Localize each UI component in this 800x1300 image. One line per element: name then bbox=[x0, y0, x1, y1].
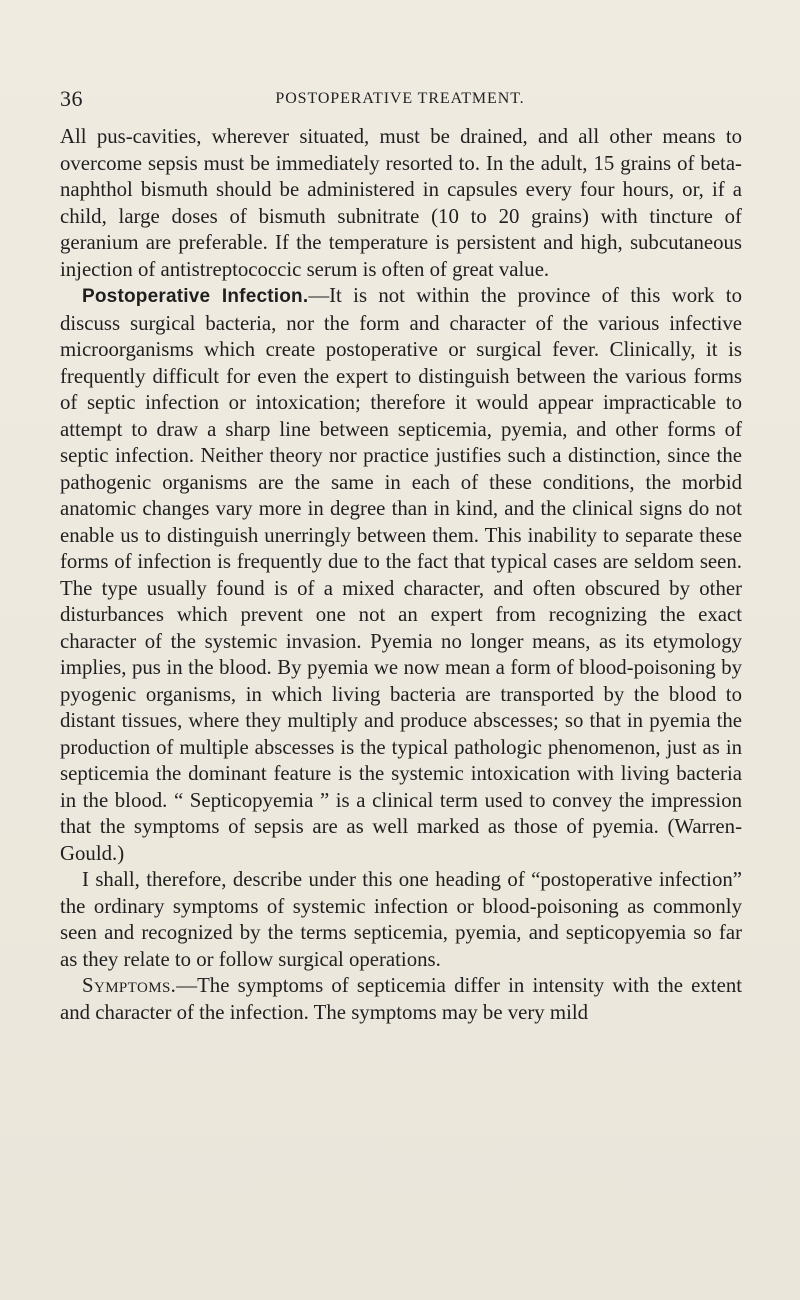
page-number: 36 bbox=[60, 86, 83, 111]
section-heading-postoperative-infection: Postoperative Infection. bbox=[82, 286, 309, 307]
body-text bbox=[60, 124, 742, 1026]
paragraph-drainage: All pus-cavities, wherever situated, must be drained, and all other means to overcome sepsis must be immediately resorted to. In the adult, 15 grains of beta-naphthol bismuth should be administered in capsules every four hours, or, if a child, large doses of bismuth subnitrate (10 to 20 grains) with tincture of geranium are preferable. If the temperature is persistent and high, subcutaneous injection of antistreptococcic serum is often of great value. bbox=[60, 125, 742, 281]
paragraph-symptoms-text: —The symptoms of septicemia differ in intensity with the extent and character of the infection. The symptoms may be very mild bbox=[60, 974, 742, 1024]
running-title: POSTOPERATIVE TREATMENT. bbox=[275, 90, 525, 107]
page-header bbox=[60, 86, 740, 110]
paragraph-postoperative-infection-text: —It is not within the province of this work to discuss surgical bacteria, nor the form and character of the various infective microorganisms which create postoperative or surgical fever. Clinically, it is frequently difficult for even the expert to distinguish between the various forms of septic infection or intoxication; therefore it would appear impracticable to attempt to draw a sharp line between septicemia, pyemia, and other forms of septic infection. Neither theory nor practice justifies such a distinction, since the pathogenic organisms are the same in each of these conditions, the morbid anatomic changes vary more in degree than in kind, and the clinical signs do not enable us to distinguish unerringly between them. This inability to separate these forms of infection is frequently due to the fact that typical cases are seldom seen. The type usually found is of a mixed character, and often obscured by other disturbances which prevent one not an expert from recognizing the exact character of the systemic invasion. Pyemia no longer means, as its etymology implies, pus in the blood. By pyemia we now mean a form of blood-poisoning by pyogenic organisms, in which living bacteria are transported by the blood to distant tissues, where they multiply and produce abscesses; so that in pyemia the production of multiple abscesses is the typical pathologic phenomenon, just as in septicemia the dominant feature is the systemic intoxication with living bacteria in the blood. “ Septicopyemia ” is a clinical term used to convey the impression that the symptoms of sepsis are as well marked as those of pyemia. (Warren-Gould.) bbox=[60, 284, 742, 865]
paragraph-postoperative-infection bbox=[60, 283, 742, 867]
paragraph-symptoms bbox=[60, 973, 742, 1026]
paragraph-describe-heading: I shall, therefore, describe under this one heading of “postoperative infection” the ordinary symptoms of systemic infection or blood-poisoning as commonly seen and recognized by the terms septicemia, pyemia, and septicopyemia so far as they relate to or follow surgical operations. bbox=[60, 868, 742, 971]
section-heading-symptoms: Symptoms. bbox=[82, 974, 177, 997]
